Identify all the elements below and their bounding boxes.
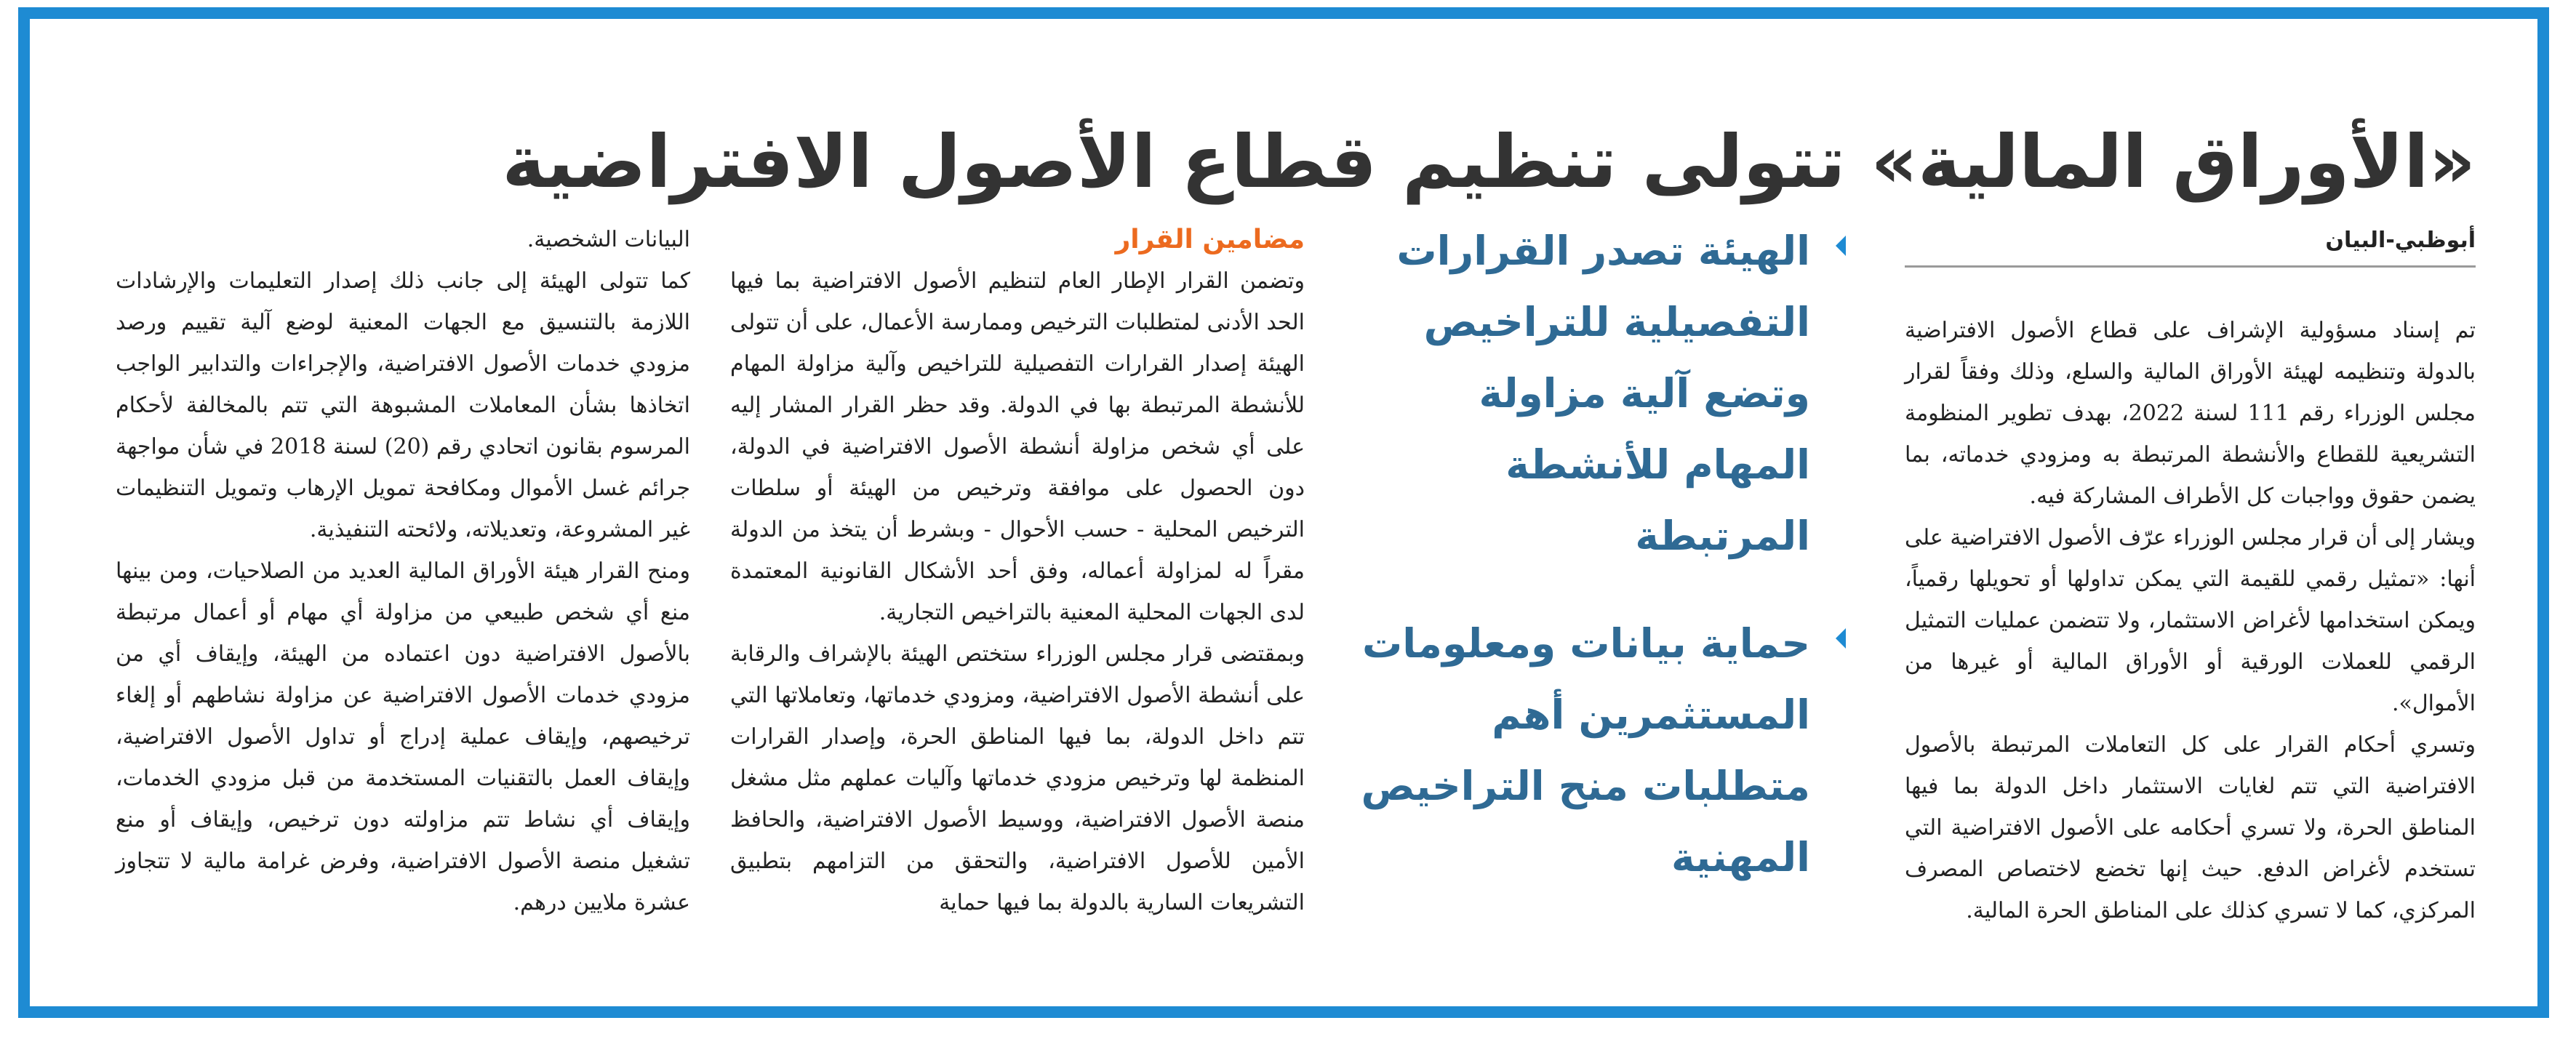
highlight-text: الهيئة تصدر القرارات التفصيلية للتراخيص وتضع آلية مزاولة المهام للأنشطة المرتبطة (1396, 228, 1810, 559)
column-1 (1905, 219, 2476, 931)
paragraph: ومنح القرار هيئة الأوراق المالية العديد من الصلاحيات، ومن بينها منع أي شخص طبيعي من مزاولة أي مهام أو أعمال مرتبطة بالأصول الافتراضية دون اعتماده من الهيئة، وإيقاف أي من مزودي خدمات الأصول الافتراضية عن مزاولة نشاطهم أو إلغاء ترخيصهم، وإيقاف عملية إدراج أو تداول الأصول الافتراضية، وإيقاف العمل بالتقنيات المستخدمة من قبل مزودي الخدمات، وإيقاف أي نشاط تتم مزاولته دون ترخيص، وإيقاف أو منع تشغيل منصة الأصول الافتراضية، وفرض غرامة مالية لا تتجاوز عشرة ملايين درهم. (116, 558, 690, 915)
section-subhead: مضامين القرار (1115, 225, 1305, 254)
paragraph: وتسري أحكام القرار على كل التعاملات المرتبطة بالأصول الافتراضية التي تتم لغايات الاستثمار داخل الدولة بما فيها المناطق الحرة، ولا تسري أحكامه على الأصول الافتراضية التي تستخدم لأغراض الدفع. حيث إنها تخضع لاختصاص المصرف المركزي، كما لا تسري كذلك على المناطق الحرة المالية. (1905, 732, 2476, 923)
article-frame (18, 7, 2549, 1018)
highlights-column (1341, 215, 1850, 929)
paragraph: البيانات الشخصية. (527, 227, 690, 252)
paragraph: وبمقتضى قرار مجلس الوزراء ستختص الهيئة بالإشراف والرقابة على أنشطة الأصول الافتراضية، ومزودي خدماتها، وتعاملاتها التي تتم داخل الدولة، بما فيها المناطق الحرة، وإصدار القرارات المنظمة لها وترخيص مزودي خدماتها وآليات عملهم مثل مشغل منصة الأصول الافتراضية، ووسيط الأصول الافتراضية، والحافظ الأمين للأصول الافتراضية، والتحقق من التزامهم بتطبيق التشريعات السارية بالدولة بما فيها حماية (730, 641, 1305, 915)
highlight-quote (1341, 608, 1850, 893)
column-4 (116, 219, 690, 923)
highlight-text: حماية بيانات ومعلومات المستثمرين أهم متطلبات منح التراخيص المهنية (1361, 620, 1810, 881)
highlight-quote (1341, 215, 1850, 571)
chevron-left-icon (1831, 231, 1850, 260)
chevron-left-icon (1831, 624, 1850, 653)
column-3 (730, 219, 1305, 923)
paragraph: وتضمن القرار الإطار العام لتنظيم الأصول الافتراضية بما فيها الحد الأدنى لمتطلبات الترخيص وممارسة الأعمال، على أن تتولى الهيئة إصدار القرارات التفصيلية للتراخيص وآلية مزاولة المهام للأنشطة المرتبطة بها في الدولة. وقد حظر القرار المشار إليه على أي شخص مزاولة أنشطة الأصول الافتراضية في الدولة، دون الحصول على موافقة وترخيص من الهيئة أو سلطات الترخيص المحلية - حسب الأحوال - وبشرط أن يتخذ من الدولة مقراً له لمزاولة أعماله، وفق أحد الأشكال القانونية المعتمدة لدى الجهات المحلية المعنية بالتراخيص التجارية. (730, 268, 1305, 625)
byline: أبوظبي-البيان (1905, 219, 2476, 268)
paragraph: ويشار إلى أن قرار مجلس الوزراء عرّف الأصول الافتراضية على أنها: «تمثيل رقمي للقيمة التي يمكن تداولها أو تحويلها رقمياً، ويمكن استخدامها لأغراض الاستثمار، ولا تتضمن عمليات التمثيل الرقمي للعملات الورقية أو الأوراق المالية أو غيرها من الأموال». (1905, 525, 2476, 716)
paragraph: تم إسناد مسؤولية الإشراف على قطاع الأصول الافتراضية بالدولة وتنظيمه لهيئة الأوراق المالية والسلع، وذلك وفقاً لقرار مجلس الوزراء رقم 111 لسنة 2022، بهدف تطوير المنظومة التشريعية للقطاع والأنشطة المرتبطة به ومزودي خدماته، بما يضمن حقوق وواجبات كل الأطراف المشاركة فيه. (1905, 318, 2476, 509)
headline: «الأوراق المالية» تتولى تنظيم قطاع الأصول الافتراضية (502, 119, 2476, 204)
paragraph: كما تتولى الهيئة إلى جانب ذلك إصدار التعليمات والإرشادات اللازمة بالتنسيق مع الجهات المعنية لوضع آلية تقييم ورصد مزودي خدمات الأصول الافتراضية، والإجراءات والتدابير الواجب اتخاذها بشأن المعاملات المشبوهة التي تتم بالمخالفة لأحكام المرسوم بقانون اتحادي رقم (20) لسنة 2018 في شأن مواجهة جرائم غسل الأموال ومكافحة تمويل الإرهاب وتمويل التنظيمات غير المشروعة، وتعديلاته، ولائحته التنفيذية. (116, 268, 690, 542)
